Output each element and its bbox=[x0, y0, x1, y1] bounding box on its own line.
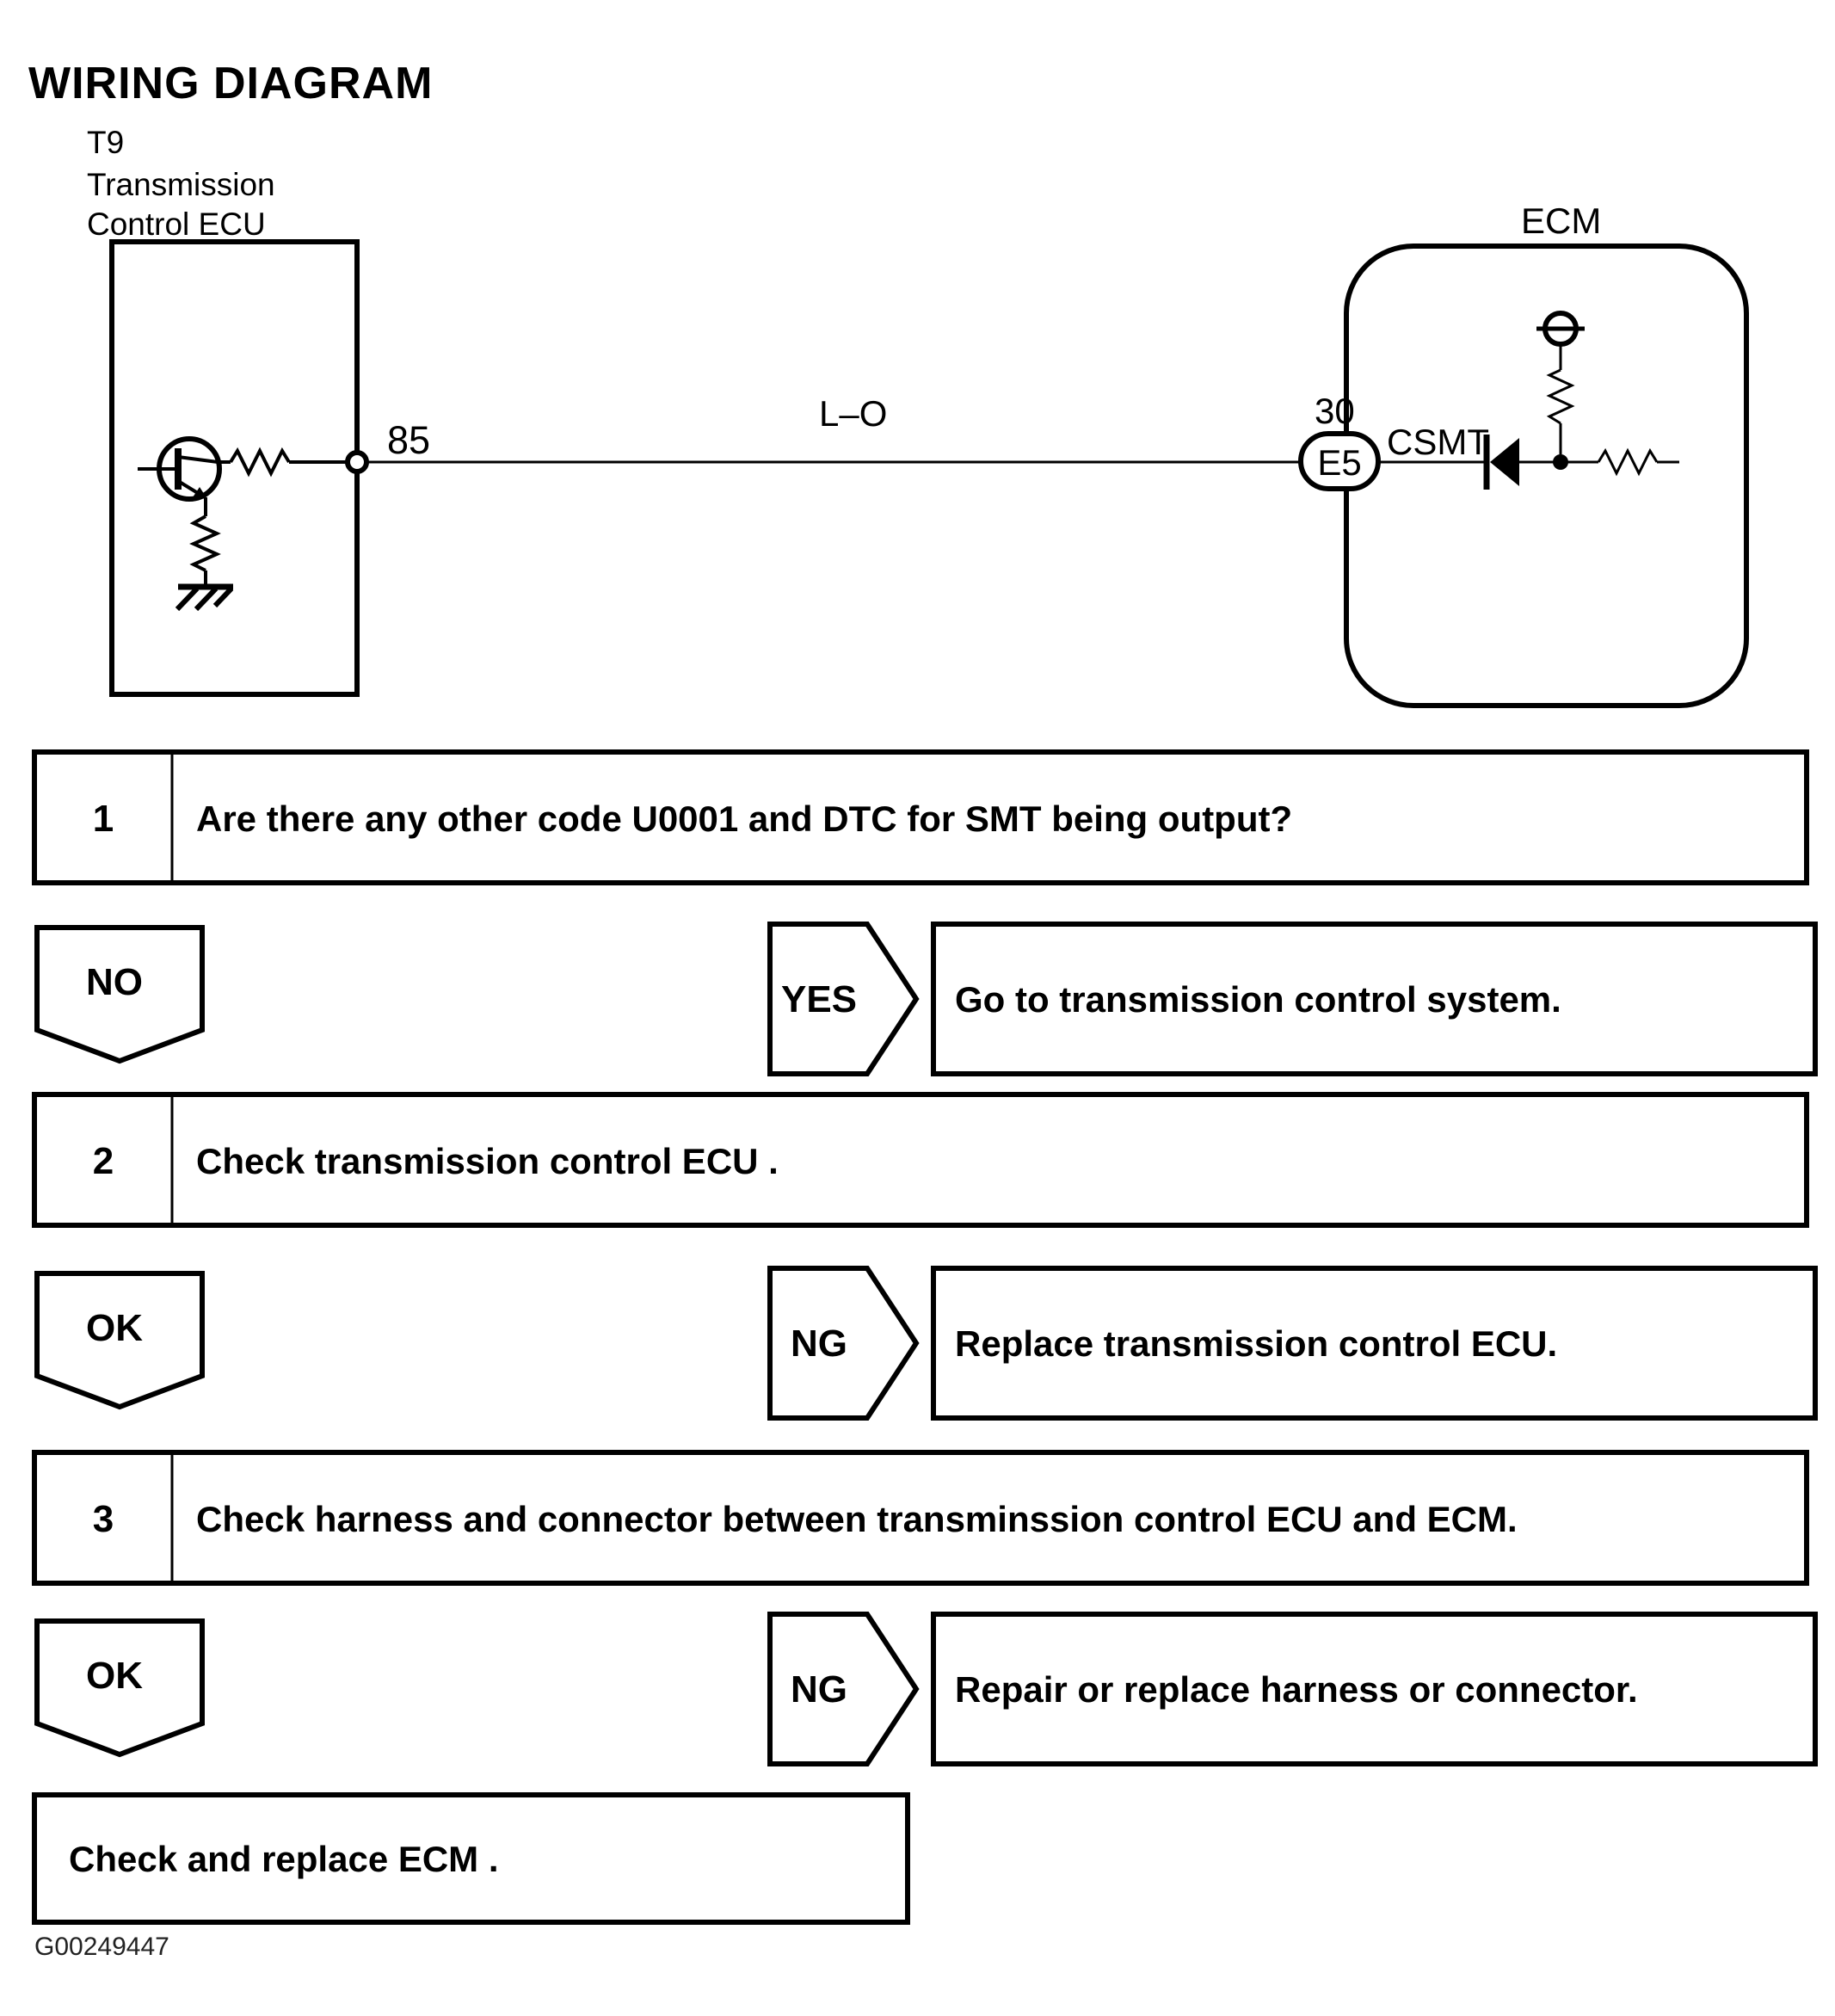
pullup-resistor-icon bbox=[1549, 370, 1572, 423]
step-number: 3 bbox=[92, 1498, 114, 1540]
ground-icon bbox=[177, 587, 233, 609]
junction-dot bbox=[1553, 454, 1568, 470]
figure-id: G00249447 bbox=[34, 1933, 169, 1961]
continue-label: NO bbox=[86, 961, 143, 1003]
continue-badge-no bbox=[37, 928, 202, 1061]
branch-result-text: Replace transmission control ECU. bbox=[955, 1323, 1558, 1364]
continue-label: OK bbox=[86, 1655, 143, 1697]
step-text: Check harness and connector between transminssion control ECU and ECM. bbox=[196, 1499, 1518, 1539]
wire-color-label: L–O bbox=[819, 393, 888, 434]
tcu-code-label: T9 bbox=[87, 125, 125, 160]
diode-icon bbox=[1487, 435, 1519, 490]
ecm-resistor-icon bbox=[1598, 451, 1657, 473]
ecm-pin-number: 30 bbox=[1315, 391, 1355, 431]
branch-label: YES bbox=[780, 978, 858, 1020]
tcu-name-line2: Control ECU bbox=[87, 207, 266, 242]
tcu-pin-number: 85 bbox=[387, 418, 431, 462]
branch-result-2 bbox=[933, 1268, 1815, 1418]
branch-badge-yes bbox=[770, 924, 916, 1074]
branch-result-text: Repair or replace harness or connector. bbox=[955, 1669, 1638, 1710]
step-row-3 bbox=[34, 1452, 1807, 1583]
step-row-2 bbox=[34, 1094, 1807, 1225]
continue-badge-ok-2 bbox=[37, 1621, 202, 1754]
branch-result-3 bbox=[933, 1614, 1815, 1764]
signal-name-label: CSMT bbox=[1387, 422, 1489, 462]
ecm-connector-label: E5 bbox=[1317, 442, 1362, 483]
branch-badge-ng-2 bbox=[770, 1614, 916, 1764]
step-text: Check transmission control ECU . bbox=[196, 1141, 779, 1181]
step-number: 2 bbox=[92, 1140, 114, 1182]
tcu-resistor-icon bbox=[231, 451, 289, 473]
tcu-pin-terminal bbox=[348, 453, 366, 472]
branch-label: NG bbox=[791, 1668, 847, 1711]
step-text: Are there any other code U0001 and DTC for SMT being output? bbox=[196, 798, 1293, 839]
ecm-box bbox=[1346, 246, 1746, 706]
branch-badge-ng-1 bbox=[770, 1268, 916, 1418]
tcu-name-line1: Transmission bbox=[87, 167, 275, 202]
ecm-label: ECM bbox=[1521, 200, 1602, 241]
power-supply-icon bbox=[1536, 313, 1585, 344]
final-action-text: Check and replace ECM . bbox=[69, 1839, 499, 1879]
transistor-icon bbox=[138, 439, 219, 516]
branch-label: NG bbox=[791, 1322, 847, 1365]
branch-result-1 bbox=[933, 924, 1815, 1074]
final-action-box bbox=[34, 1795, 908, 1922]
step-number: 1 bbox=[92, 798, 114, 840]
branch-result-text: Go to transmission control system. bbox=[955, 979, 1561, 1020]
page-title: WIRING DIAGRAM bbox=[28, 59, 434, 108]
continue-badge-ok-1 bbox=[37, 1273, 202, 1407]
step-row-1 bbox=[34, 752, 1807, 883]
emitter-resistor-icon bbox=[194, 516, 217, 570]
continue-label: OK bbox=[86, 1307, 143, 1349]
